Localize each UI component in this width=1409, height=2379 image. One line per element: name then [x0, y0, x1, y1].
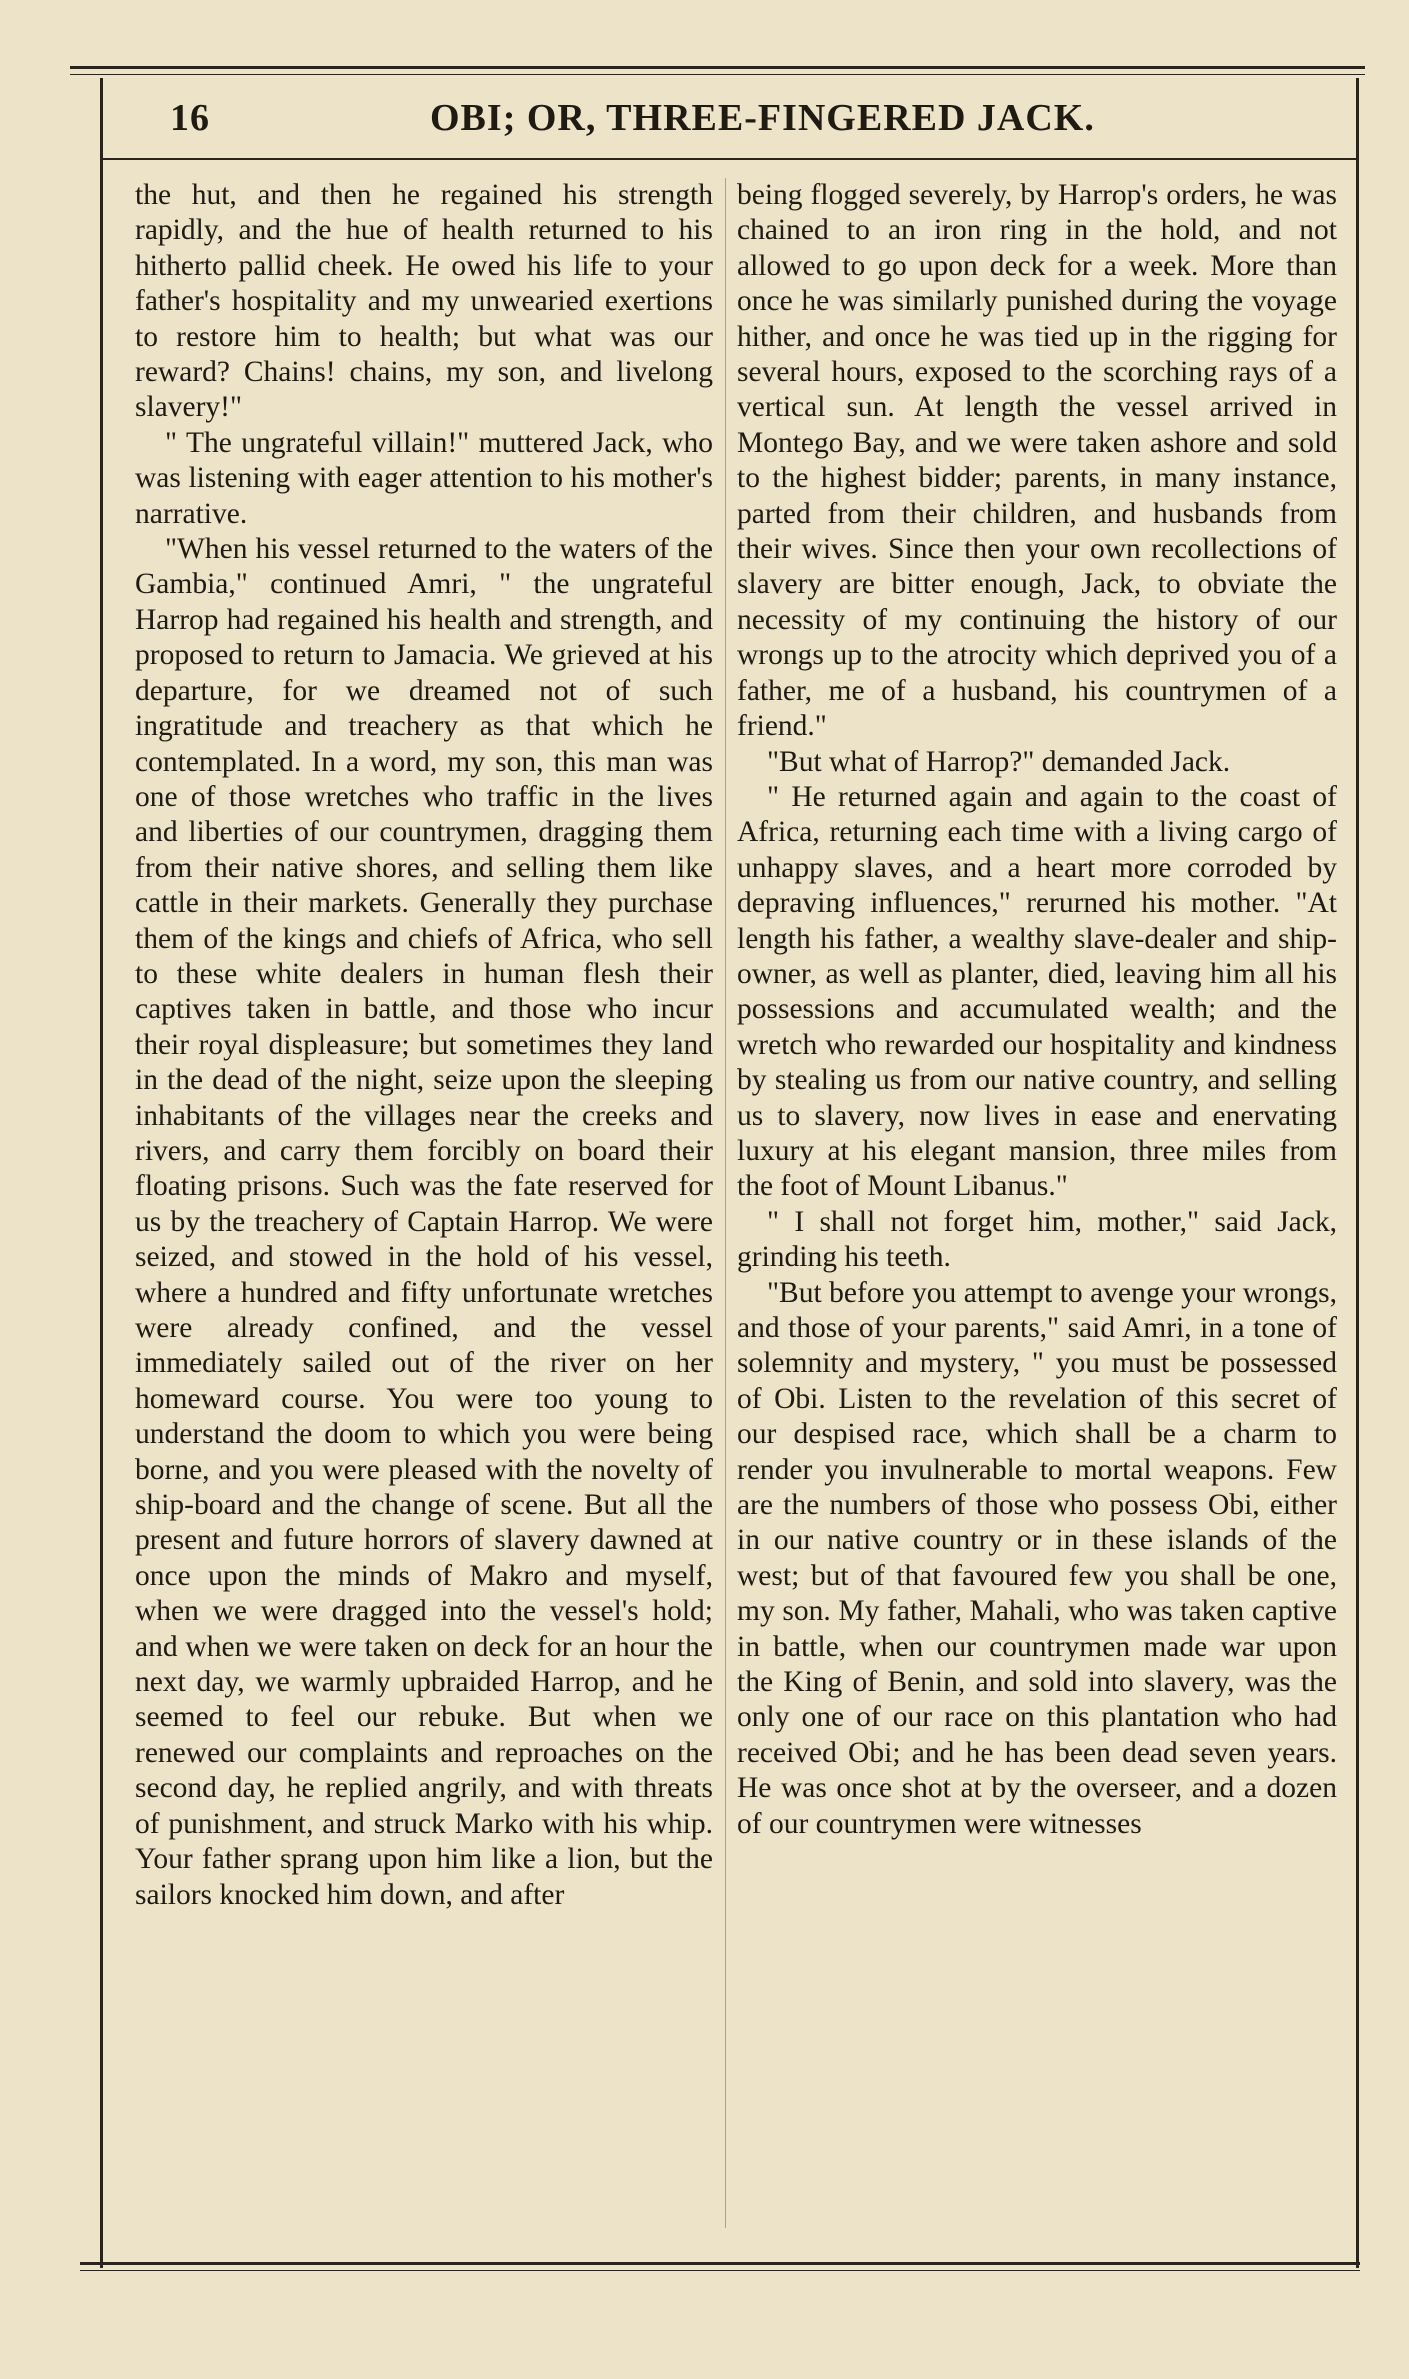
running-title: OBI; OR, THREE-FINGERED JACK.	[430, 97, 1095, 139]
left-paragraph-1: the hut, and then he regained his strength rapidly, and the hue of health returned to his hitherto pallid cheek. He owed his life to your father's hospitality and my unwearied exertions to restore him to health; but what was our reward? Chains! chains, my son, and livelong slavery!"	[135, 179, 713, 424]
right-paragraph-1: being flogged severely, by Harrop's orders, he was chained to an iron ring in the hold, and not allowed to go upon deck for a week. More than once he was similarly punished during the voyage hither, and once he was tied up in the rigging for several hours, exposed to the scorching rays of a vertical sun. At length the vessel arrived in Montego Bay, and we were taken ashore and sold to the highest bidder; parents, in many instance, parted from their children, and husbands from their wives. Since then your own recollections of slavery are bitter enough, Jack, to obviate the necessity of my continuing the history of our wrongs up to the atrocity which deprived you of a father, me of a husband, his countrymen of a friend."	[737, 179, 1337, 743]
right-paragraph-5: "But before you attempt to avenge your wrongs, and those of your parents," said Amri, in a tone of solemnity and mystery, " you must be possessed of Obi. Listen to the revelation of this secret of our despised race, which shall be a charm to render you invulnerable to mortal weapons. Few are the numbers of those who possess Obi, either in our native country or in these islands of the west; but of that favoured few you shall be one, my son. My father, Mahali, who was taken captive in battle, when our countrymen made war upon the King of Benin, and sold into slavery, was the only one of our race on this plantation who had received Obi; and he has been dead seven years. He was once shot at by the overseer, and a dozen of our countrymen were witnesses	[737, 1276, 1337, 1840]
page-header	[100, 92, 1350, 152]
left-column	[135, 178, 713, 1913]
page-number: 16	[170, 97, 210, 139]
right-paragraph-3: " He returned again and again to the coast of Africa, returning each time with a living cargo of unhappy slaves, and a heart more corroded by depraving influences," rerurned his mother. "At length his father, a wealthy slave-dealer and ship-owner, as well as planter, died, leaving him all his possessions and accumulated wealth; and the wretch who rewarded our hospitality and kindness by stealing us from our native country, and selling us to slavery, now lives in ease and enervating luxury at his elegant mansion, three miles from the foot of Mount Libanus."	[737, 780, 1337, 1203]
header-rule	[100, 158, 1358, 160]
right-column	[737, 178, 1337, 1842]
left-frame-line	[100, 78, 103, 2268]
bottom-rule-thick	[80, 2262, 1360, 2265]
column-divider	[725, 178, 726, 2228]
left-paragraph-3: "When his vessel returned to the waters of the Gambia," continued Amri, " the ungrateful Harrop had regained his health and strength, and proposed to return to Jamacia. We grieved at his departure, for we dreamed not of such ingratitude and treachery as that which he contemplated. In a word, my son, this man was one of those wretches who traffic in the lives and liberties of our countrymen, dragging them from their native shores, and selling them like cattle in their markets. Generally they purchase them of the kings and chiefs of Africa, who sell to these white dealers in human flesh their captives taken in battle, and those who incur their royal displeasure; but sometimes they land in the dead of the night, seize upon the sleeping inhabitants of the villages near the creeks and rivers, and carry them forcibly on board their floating prisons. Such was the fate reserved for us by the treachery of Captain Harrop. We were seized, and stowed in the hold of his vessel, where a hundred and fifty unfortunate wretches were already confined, and the vessel immediately sailed out of the river on her homeward course. You were too young to understand the doom to which you were being borne, and you were pleased with the novelty of ship-board and the change of scene. But all the present and future horrors of slavery dawned at once upon the minds of Makro and myself, when we were dragged into the vessel's hold; and when we were taken on deck for an hour the next day, we warmly upbraided Harrop, and he seemed to feel our rebuke. But when we renewed our complaints and reproaches on the second day, he replied angrily, and with threats of punishment, and struck Marko with his whip. Your father sprang upon him like a lion, but the sailors knocked him down, and after	[135, 533, 713, 1911]
right-frame-line	[1356, 78, 1359, 2268]
top-rule-thick	[70, 66, 1365, 69]
bottom-rule-thin	[80, 2270, 1360, 2271]
left-paragraph-2: " The ungrateful villain!" muttered Jack, who was listening with eager attention to his mother's narrative.	[135, 426, 713, 530]
right-paragraph-2: "But what of Harrop?" demanded Jack.	[767, 745, 1231, 778]
top-rule-thin	[70, 74, 1365, 75]
right-paragraph-4: " I shall not forget him, mother," said Jack, grinding his teeth.	[737, 1205, 1337, 1274]
